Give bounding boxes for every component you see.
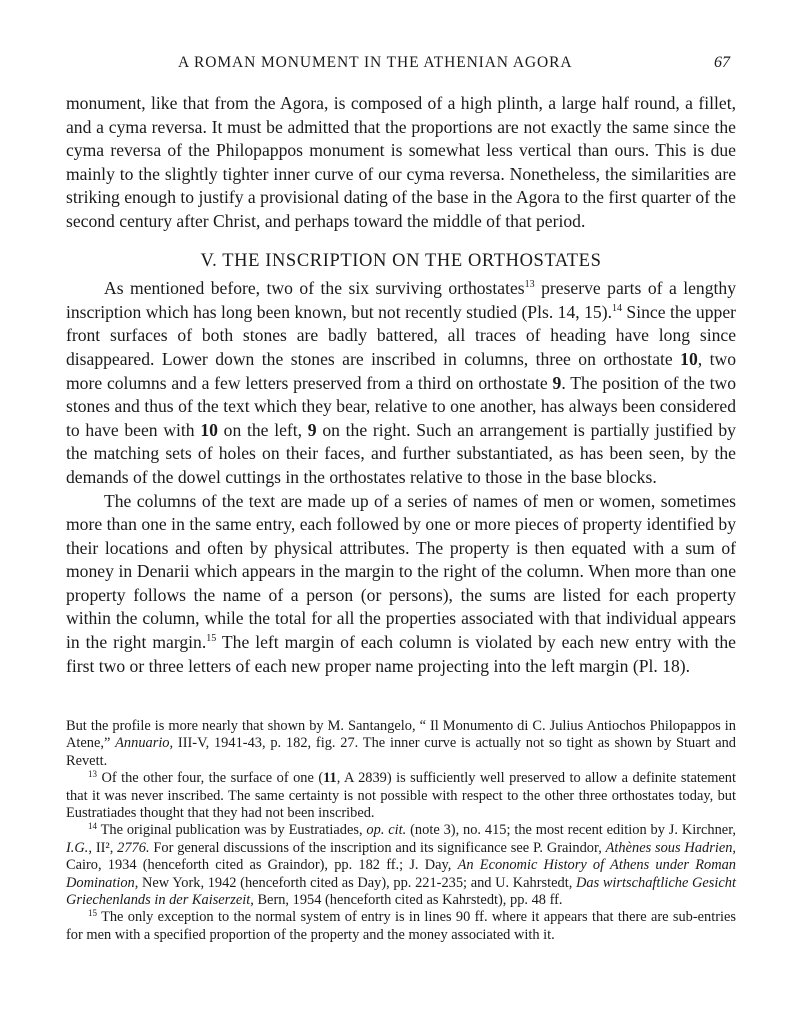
footnote-14: $^{14}$ The original publication was by Eustratiades, op. cit. (note 3), no. 415; the most recent edition by J. Kirchner, I.G., II², 2776. For general discussions of the inscription and its significance see P. Graindor, Athènes sous Hadrien, Cairo, 1934 (henceforth cited as Graindor), pp. 182 ff.; J. Day, An Economic History of Athens under Roman Domination, New York, 1942 (henceforth cited as Day), pp. 221-235; and U. Kahrstedt, Das wirtschaftliche Gesicht Griechenlands in der Kaiserzeit, Bern, 1954 (henceforth cited as Kahrstedt), pp. 48 ff. bbox=[66, 821, 737, 909]
orthostate-number: 9 bbox=[552, 372, 562, 393]
footnote-number: 14 bbox=[88, 821, 97, 832]
footnote-number: 13 bbox=[88, 769, 97, 780]
footnote-15: $^{15}$ The only exception to the normal system of entry is in lines 90 ff. where it appears that there are sub-entries for men with a specified proportion of the property and the money associated with it. bbox=[66, 908, 736, 943]
section-heading: V. THE INSCRIPTION ON THE ORTHOSTATES bbox=[200, 250, 602, 271]
running-title: A ROMAN MONUMENT IN THE ATHENIAN AGORA bbox=[178, 54, 573, 71]
paragraph-2: As mentioned before, two of the six surviving orthostates$^{13}$ preserve parts of a lengthy inscription which has long been known, but not recently studied (Pls. 14, 15).$^{14}$ Since the upper front surfaces of both stones are badly battered, all traces of heading have long since disappeared. Lower down the stones are inscribed in columns, three on orthostate 10, two more columns and a few letters preserved from a third on orthostate 9. The position of the two stones and thus of the text which they bear, relative to one another, has always been considered to have been with 10 on the left, 9 on the right. Such an arrangement is partially justified by the matching sets of holes on their faces, and further substantiated, as has been seen, by the demands of the dowel cuttings in the orthostates relative to those in the base blocks. bbox=[66, 278, 736, 487]
paragraph-1: monument, like that from the Agora, is composed of a high plinth, a large half round, a fillet, and a cyma reversa. It must be admitted that the proportions are not exactly the same since the cyma reversa of the Philopappos monument is somewhat less vertical than ours. This is due mainly to the slightly tighter inner curve of our cyma reversa. Nonetheless, the similarities are striking enough to justify a provisional dating of the base in the Agora to the first quarter of the second century after Christ, and perhaps toward the middle of that period. bbox=[66, 93, 736, 231]
footnote-ref-14[interactable]: 14 bbox=[611, 302, 622, 314]
footnote-ref-15[interactable]: 15 bbox=[206, 633, 217, 645]
page-number: 67 bbox=[714, 54, 730, 71]
footnote-continuation: But the profile is more nearly that shown by M. Santangelo, “ Il Monumento di C. Julius Antiochos Philopappos in Atene,” Annuario, III-V, 1941-43, p. 182, fig. 27. The inner curve is actually not so tight as shown by Stuart and Revett. bbox=[66, 718, 736, 769]
footnote-13: $^{13}$ Of the other four, the surface of one (11, A 2839) is sufficiently well preserved to allow a definite statement that it was never inscribed. The same certainty is not possible with respect to the other three orthostates today, but Eustratiades thought that they had not been inscribed. bbox=[66, 769, 736, 822]
orthostate-number: 10 bbox=[200, 419, 218, 440]
body-text bbox=[66, 92, 736, 678]
orthostate-number: 9 bbox=[307, 419, 317, 440]
footnote-ref-13[interactable]: 13 bbox=[524, 279, 535, 291]
page-header bbox=[66, 54, 736, 76]
footnote-number: 15 bbox=[88, 908, 97, 919]
paragraph-3: The columns of the text are made up of a series of names of men or women, sometimes more than one in the same entry, each followed by one or more pieces of property identified by their locations and often by physical attributes. The property is then equated with a sum of money in Denarii which appears in the margin to the right of the column. When more than one property follows the name of a person (or persons), the sums are listed for each property within the column, while the total for all the properties associated with that individual appears in the right margin.$^{15}$ The left margin of each column is violated by each new entry with the first two or three letters of each new proper name projecting into the left margin (Pl. 18). bbox=[66, 490, 736, 676]
footnotes bbox=[66, 718, 736, 944]
orthostate-number: 10 bbox=[680, 348, 698, 369]
